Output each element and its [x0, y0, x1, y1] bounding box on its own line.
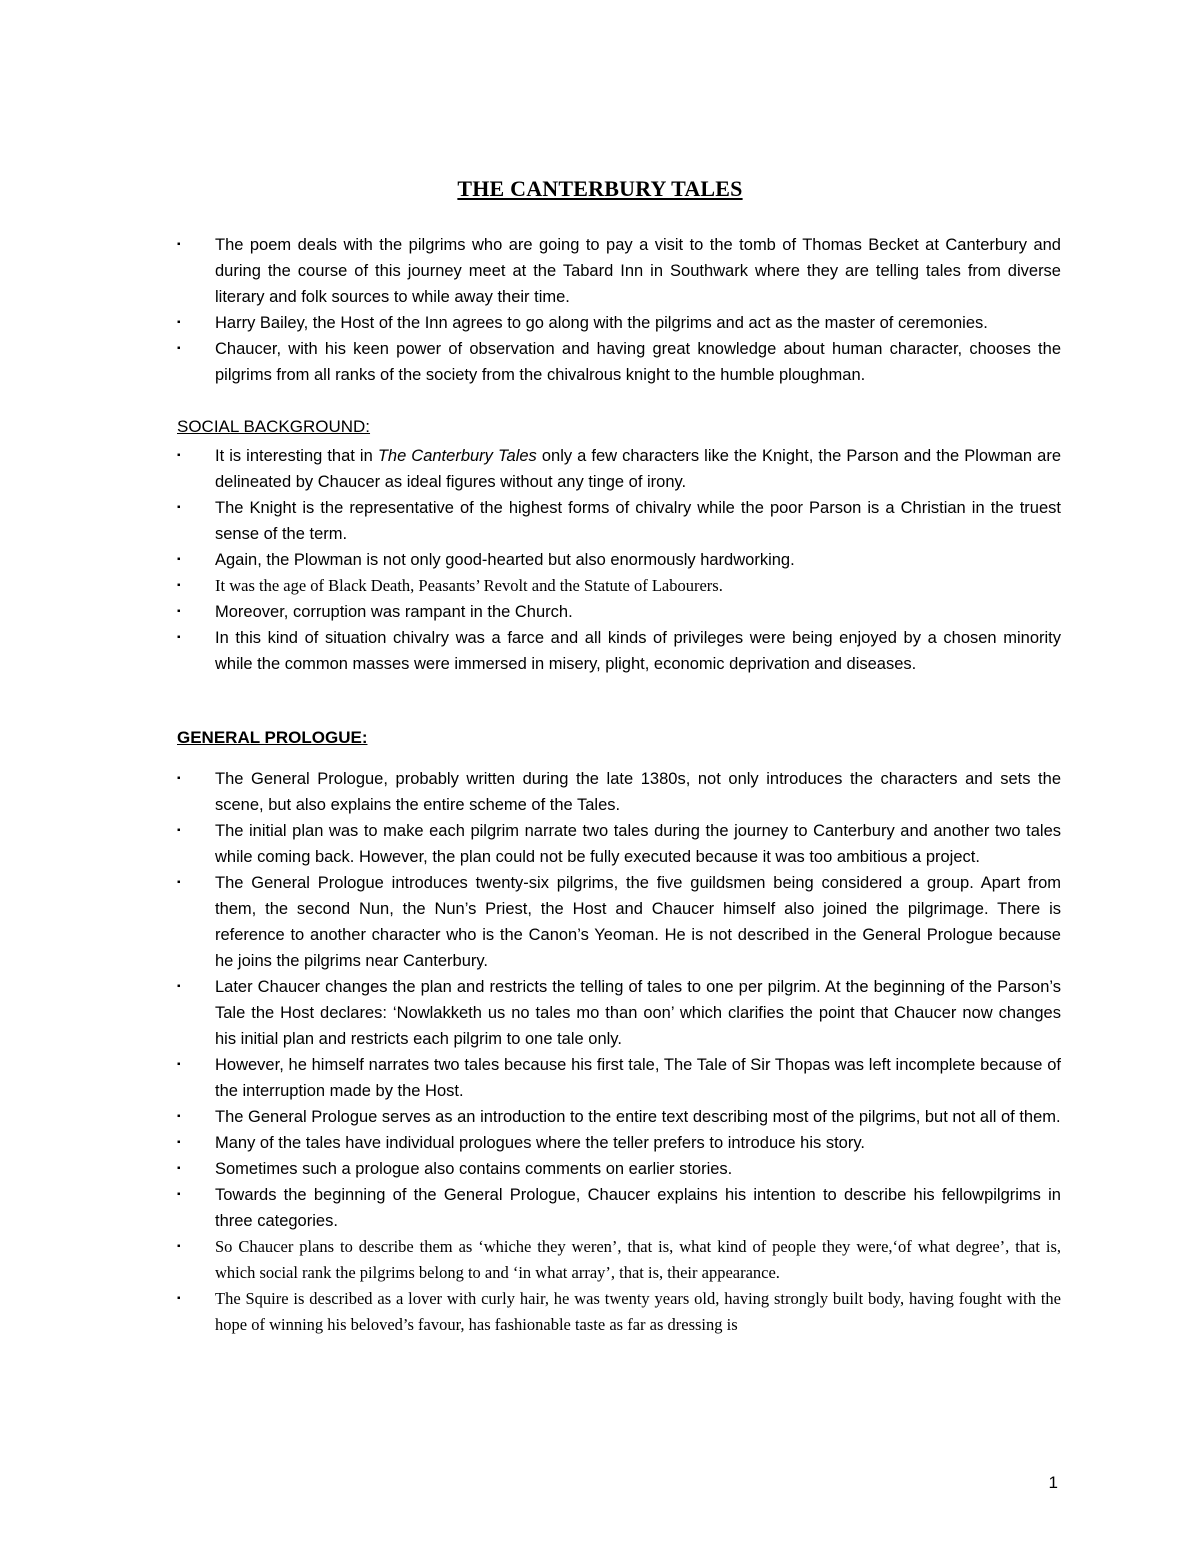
- list-item: ▪ The Knight is the representative of the highest forms of chivalry while the poor Parson is a Christian in the truest sense of the term.: [177, 495, 1061, 547]
- list-item: ▪ However, he himself narrates two tales because his first tale, The Tale of Sir Thopas was left incomplete because of the interruption made by the Host.: [177, 1052, 1061, 1104]
- document-title: THE CANTERBURY TALES: [457, 176, 743, 201]
- list-item: ▪ Harry Bailey, the Host of the Inn agrees to go along with the pilgrims and act as the master of ceremonies.: [177, 310, 1061, 336]
- list-item: ▪ The General Prologue introduces twenty-six pilgrims, the five guildsmen being considered a group. Apart from them, the second Nun, the Nun’s Priest, the Host and Chaucer himself also joined the pilgrimage. There is reference to another character who is the Canon’s Yeoman. He is not described in the General Prologue because he joins the pilgrims near Canterbury.: [177, 870, 1061, 974]
- list-item: ▪ Later Chaucer changes the plan and restricts the telling of tales to one per pilgrim. At the beginning of the Parson’s Tale the Host declares: ‘Nowlakketh us no tales mo than oon’ which clarifies the point that Chaucer now changes his initial plan and restricts each pilgrim to one tale only.: [177, 974, 1061, 1052]
- list-item: ▪ Sometimes such a prologue also contains comments on earlier stories.: [177, 1156, 1061, 1182]
- list-item: ▪ The initial plan was to make each pilgrim narrate two tales during the journey to Canterbury and another two tales while coming back. However, the plan could not be fully executed because it was too ambitious a project.: [177, 818, 1061, 870]
- list-item: ▪ In this kind of situation chivalry was a farce and all kinds of privileges were being enjoyed by a chosen minority while the common masses were immersed in misery, plight, economic deprivation and diseases.: [177, 625, 1061, 677]
- list-item: ▪ So Chaucer plans to describe them as ‘whiche they weren’, that is, what kind of people they were,‘of what degree’, that is, which social rank the pilgrims belong to and ‘in what array’, that is, their appearance.: [177, 1234, 1061, 1286]
- prologue-bullet-list: [177, 766, 1061, 1338]
- section-heading-general-prologue: GENERAL PROLOGUE:: [177, 728, 368, 747]
- intro-bullet-list: [177, 232, 1061, 388]
- list-item: ▪ The General Prologue, probably written during the late 1380s, not only introduces the characters and sets the scene, but also explains the entire scheme of the Tales.: [177, 766, 1061, 818]
- section-heading-social-background: SOCIAL BACKGROUND:: [177, 417, 371, 436]
- list-item: [177, 443, 1061, 495]
- list-item: ▪ Many of the tales have individual prologues where the teller prefers to introduce his story.: [177, 1130, 1061, 1156]
- list-item-text: only a few characters like the Knight, the Parson and the Plowman are delineated by Chaucer as ideal figures without any tinge of irony.: [215, 447, 1062, 491]
- list-item: ▪ Again, the Plowman is not only good-hearted but also enormously hardworking.: [177, 547, 1061, 573]
- social-bullet-list: [177, 443, 1061, 677]
- page-number: 1: [1048, 1473, 1058, 1492]
- book-title-italic: The Canterbury Tales: [377, 447, 537, 465]
- list-item: ▪ The General Prologue serves as an introduction to the entire text describing most of the pilgrims, but not all of them.: [177, 1104, 1061, 1130]
- list-item: ▪ It was the age of Black Death, Peasants’ Revolt and the Statute of Labourers.: [177, 573, 1061, 599]
- list-item: ▪ Chaucer, with his keen power of observation and having great knowledge about human character, chooses the pilgrims from all ranks of the society from the chivalrous knight to the humble ploughman.: [177, 336, 1061, 388]
- list-item: ▪ Moreover, corruption was rampant in the Church.: [177, 599, 1061, 625]
- list-item: ▪ Towards the beginning of the General Prologue, Chaucer explains his intention to describe his fellowpilgrims in three categories.: [177, 1182, 1061, 1234]
- list-item-text: It is interesting that in: [215, 447, 378, 465]
- list-item: ▪ The poem deals with the pilgrims who are going to pay a visit to the tomb of Thomas Becket at Canterbury and during the course of this journey meet at the Tabard Inn in Southwark where they are telling tales from diverse literary and folk sources to while away their time.: [177, 232, 1061, 310]
- list-item: ▪ The Squire is described as a lover with curly hair, he was twenty years old, having strongly built body, having fought with the hope of winning his beloved’s favour, has fashionable taste as far as dressing is: [177, 1286, 1061, 1338]
